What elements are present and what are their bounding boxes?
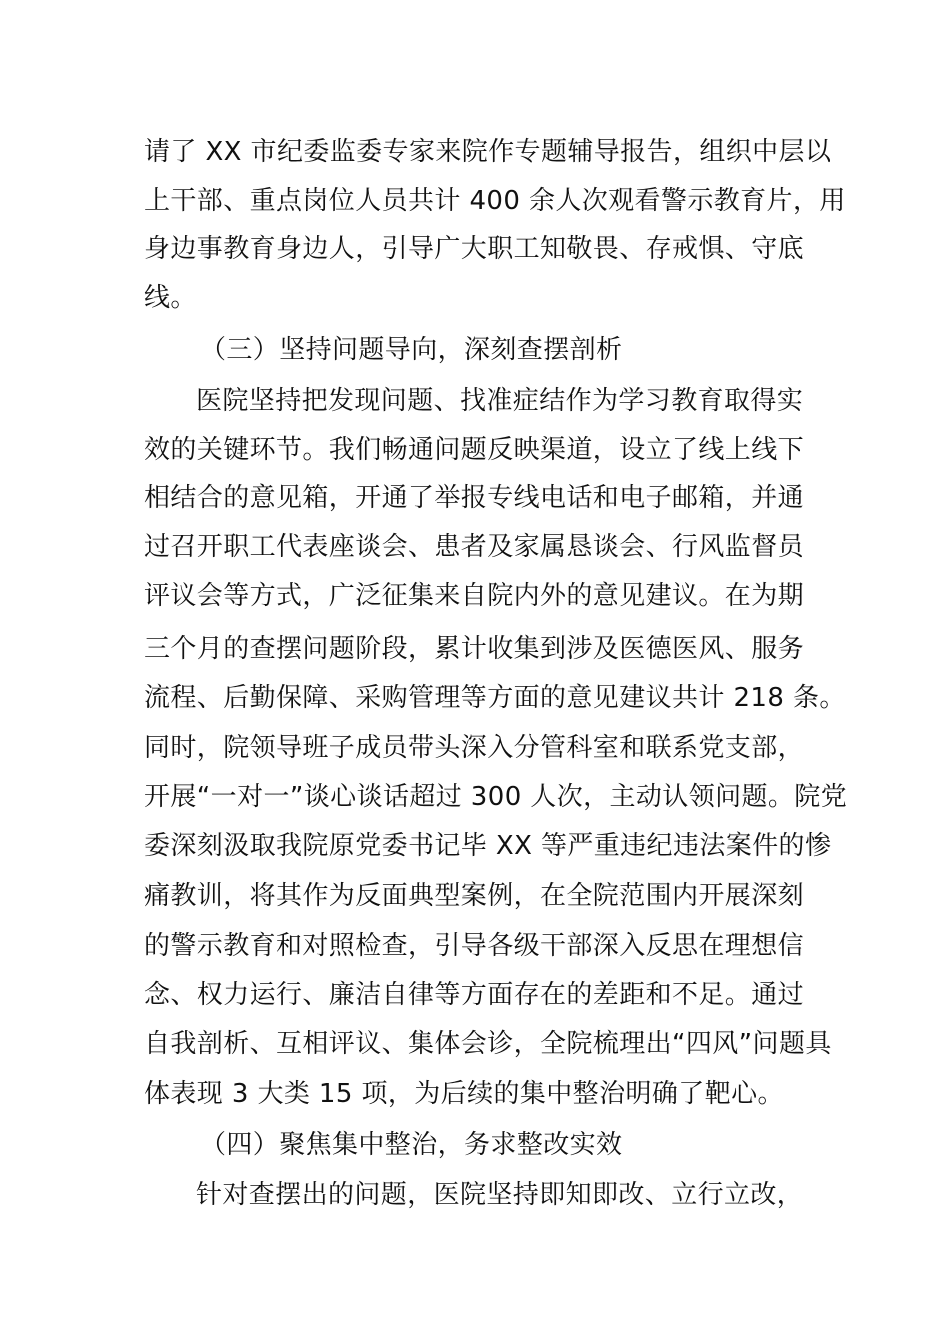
paragraph-line: 医院坚持把发现问题、找准症结作为学习教育取得实 bbox=[196, 386, 804, 416]
paragraph-line: 评议会等方式，广泛征集来自院内外的意见建议。在为期 bbox=[144, 581, 805, 611]
paragraph-line: 痛教训，将其作为反面典型案例，在全院范围内开展深刻 bbox=[144, 881, 805, 911]
paragraph-line: 过召开职工代表座谈会、患者及家属恳谈会、行风监督员 bbox=[144, 532, 805, 562]
paragraph-line: 同时，院领导班子成员带头深入分管科室和联系党支部， bbox=[144, 733, 805, 763]
paragraph-line: 线。 bbox=[144, 283, 197, 313]
paragraph-line: 委深刻汲取我院原党委书记毕 XX 等严重违纪违法案件的惨 bbox=[144, 831, 832, 861]
paragraph-line: 身边事教育身边人，引导广大职工知敬畏、存戒惧、守底 bbox=[144, 234, 805, 264]
section-heading-4: （四）聚焦集中整治，务求整改实效 bbox=[200, 1130, 623, 1160]
section-heading-3: （三）坚持问题导向，深刻查摆剖析 bbox=[200, 335, 623, 365]
paragraph-line: 相结合的意见箱，开通了举报专线电话和电子邮箱，并通 bbox=[144, 483, 805, 513]
paragraph-line: 效的关键环节。我们畅通问题反映渠道，设立了线上线下 bbox=[144, 435, 805, 465]
paragraph-line: 的警示教育和对照检查，引导各级干部深入反思在理想信 bbox=[144, 931, 805, 961]
paragraph-line: 开展“一对一”谈心谈话超过 300 人次，主动认领问题。院党 bbox=[144, 782, 848, 812]
paragraph-line: 念、权力运行、廉洁自律等方面存在的差距和不足。通过 bbox=[144, 980, 805, 1010]
paragraph-line: 体表现 3 大类 15 项，为后续的集中整治明确了靶心。 bbox=[144, 1079, 784, 1109]
paragraph-line: 针对查摆出的问题，医院坚持即知即改、立行立改， bbox=[196, 1180, 804, 1210]
paragraph-line: 请了 XX 市纪委监委专家来院作专题辅导报告，组织中层以 bbox=[144, 137, 832, 167]
paragraph-line: 上干部、重点岗位人员共计 400 余人次观看警示教育片，用 bbox=[144, 186, 846, 216]
paragraph-line: 三个月的查摆问题阶段，累计收集到涉及医德医风、服务 bbox=[144, 634, 805, 664]
paragraph-line: 自我剖析、互相评议、集体会诊，全院梳理出“四风”问题具 bbox=[144, 1029, 832, 1059]
paragraph-line: 流程、后勤保障、采购管理等方面的意见建议共计 218 条。 bbox=[144, 683, 846, 713]
